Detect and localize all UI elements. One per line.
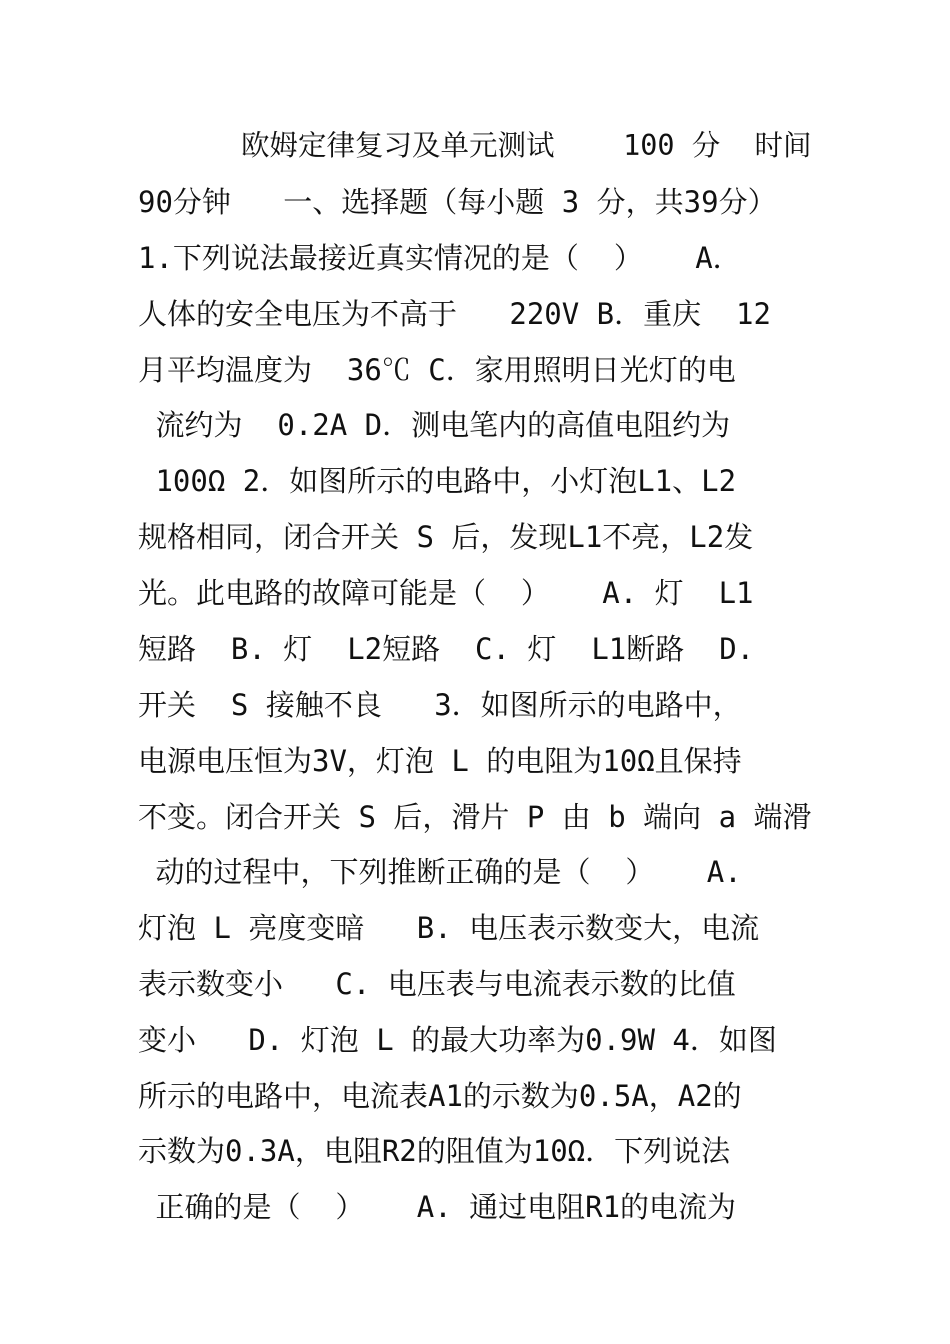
- text-line: 灯泡 L 亮度变暗 B. 电压表示数变大，电流: [138, 911, 760, 945]
- text-line: 100Ω 2．如图所示的电路中，小灯泡L1、L2: [138, 464, 737, 498]
- text-line: 1.下列说法最接近真实情况的是（ ） A．: [138, 241, 742, 275]
- text-line: 短路 B. 灯 L2短路 C. 灯 L1断路 D.: [138, 632, 755, 666]
- text-line: 流约为 0.2A D．测电笔内的高值电阻约为: [138, 408, 731, 442]
- text-line: 表示数变小 C. 电压表与电流表示数的比值: [138, 967, 736, 1001]
- text-line: 动的过程中，下列推断正确的是（ ） A.: [138, 855, 742, 889]
- text-line: 不变。闭合开关 S 后，滑片 P 由 b 端向 a 端滑: [138, 800, 812, 834]
- text-line: 示数为0.3A，电阻R2的阻值为10Ω．下列说法: [138, 1134, 731, 1168]
- text-line: 正确的是（ ） A. 通过电阻R1的电流为: [138, 1190, 737, 1224]
- text-line: 90分钟 一、选择题（每小题 3 分，共39分）: [138, 185, 777, 219]
- text-line: 人体的安全电压为不高于 220V B．重庆 12: [138, 297, 771, 331]
- text-line: 所示的电路中，电流表A1的示数为0.5A，A2的: [138, 1079, 742, 1113]
- text-line: 电源电压恒为3V，灯泡 L 的电阻为10Ω且保持: [138, 744, 742, 778]
- text-line: 欧姆定律复习及单元测试 100 分 时间: [138, 129, 812, 162]
- text-line: 月平均温度为 36℃ C．家用照明日光灯的电: [138, 353, 736, 387]
- text-line: 光。此电路的故障可能是（ ） A. 灯 L1: [138, 576, 754, 610]
- text-line: 开关 S 接触不良 3．如图所示的电路中，: [138, 688, 742, 722]
- text-line: 变小 D. 灯泡 L 的最大功率为0.9W 4．如图: [138, 1023, 777, 1057]
- text-line: 规格相同，闭合开关 S 后，发现L1不亮，L2发: [138, 520, 754, 554]
